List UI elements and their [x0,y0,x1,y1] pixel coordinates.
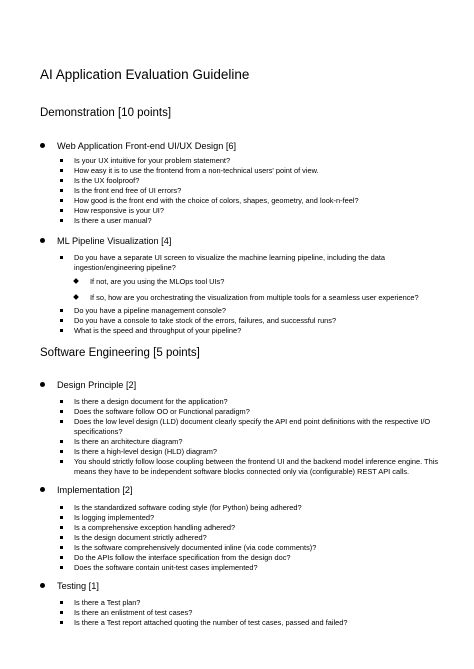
bullet-square-icon [60,199,63,202]
bullet-square-icon [60,319,63,322]
subsection-label: Web Application Front-end UI/UX Design [6] [57,141,237,151]
bullet-dot-icon [40,238,45,243]
bullet-square-icon [60,621,63,624]
bullet-square-icon [60,400,63,403]
bullet-square-icon [60,440,63,443]
bullet-square-icon [60,536,63,539]
bullet-dot-icon [40,143,45,148]
bullet-dot-icon [40,382,45,387]
bullet-square-icon [60,219,63,222]
bullet-square-icon [60,546,63,549]
bullet-square-icon [60,450,63,453]
bullet-square-icon [60,410,63,413]
section-heading-demonstration: Demonstration [10 points] [40,107,172,119]
bullet-square-icon [60,556,63,559]
subsection-label: Design Principle [2] [57,380,137,390]
bullet-diamond-icon [73,278,79,284]
section-heading-software-engineering: Software Engineering [5 points] [40,347,200,359]
bullet-dot-icon [40,487,45,492]
subsection-label: Testing [1] [57,581,99,591]
bullet-square-icon [60,566,63,569]
bullet-square-icon [60,179,63,182]
bullet-diamond-icon [73,294,79,300]
document-page: AI Application Evaluation Guideline Demonstration [10 points] Web Application Front-end UI/UX Design [6] Is your UX intuitive for your problem statement? How easy it is to use the frontend from a non-technical users' point of view. Is the UX foolproof? Is the front end free of UI errors? How good is the front end with the choice of colors, shapes, geometry, and look-n-feel? How responsive is your UI? Is there a user manual? ML Pipeline Visualization [4] Do you have a separate UI screen to visualize the machine learning pipeline, including the data ingestion/engineering pipeline? If not, are you using the MLOps tool UIs? If so, how are you orchestrating the visualization from multiple tools for a seamless user experience? Do you have a pipeline management console? Do you have a console to take stock of the errors, failures, and successful runs? What is the speed and throughput of your pipeline? Software Engineering [5 points] Design Principle [2] Is there a design document for the application? Does the software follow OO or Functional paradigm? Does the low level design (LLD) document clearly specify the API end point definitions with the respective I/O specifications? Is there an architecture diagram? Is there a high-level design (HLD) diagram? You should strictly follow loose coupling between the frontend UI and the backend model inference engine. This means they have to be independent software blocks connected only via (configurable) REST API calls. Implementation [2] Is the standardized software coding style (for Python) being adhered? Is logging implemented? Is a comprehensive exception handling adhered? Is the design document strictly adhered? Is the software comprehensively documented inline (via code comments)? Do the APIs follow the interface specification from the design doc? Does the software contain unit-test cases implemented? Testing [1] Is there a Test plan? Is there an enlistment of test cases? Is there a Test report attached quoting the number of test cases, passed and failed? [40,67,439,627]
bullet-square-icon [60,256,63,259]
subsection-label: ML Pipeline Visualization [4] [57,236,172,246]
bullet-square-icon [60,309,63,312]
bullet-square-icon [60,460,63,463]
bullet-square-icon [60,601,63,604]
bullet-square-icon [60,611,63,614]
bullet-square-icon [60,506,63,509]
bullet-square-icon [60,329,63,332]
bullet-square-icon [60,526,63,529]
bullet-square-icon [60,209,63,212]
bullet-square-icon [60,189,63,192]
bullet-square-icon [60,159,63,162]
bullet-square-icon [60,169,63,172]
subsection-label: Implementation [2] [57,485,133,495]
bullet-square-icon [60,420,63,423]
bullet-dot-icon [40,583,45,588]
bullet-square-icon [60,516,63,519]
document-title: AI Application Evaluation Guideline [40,67,250,82]
